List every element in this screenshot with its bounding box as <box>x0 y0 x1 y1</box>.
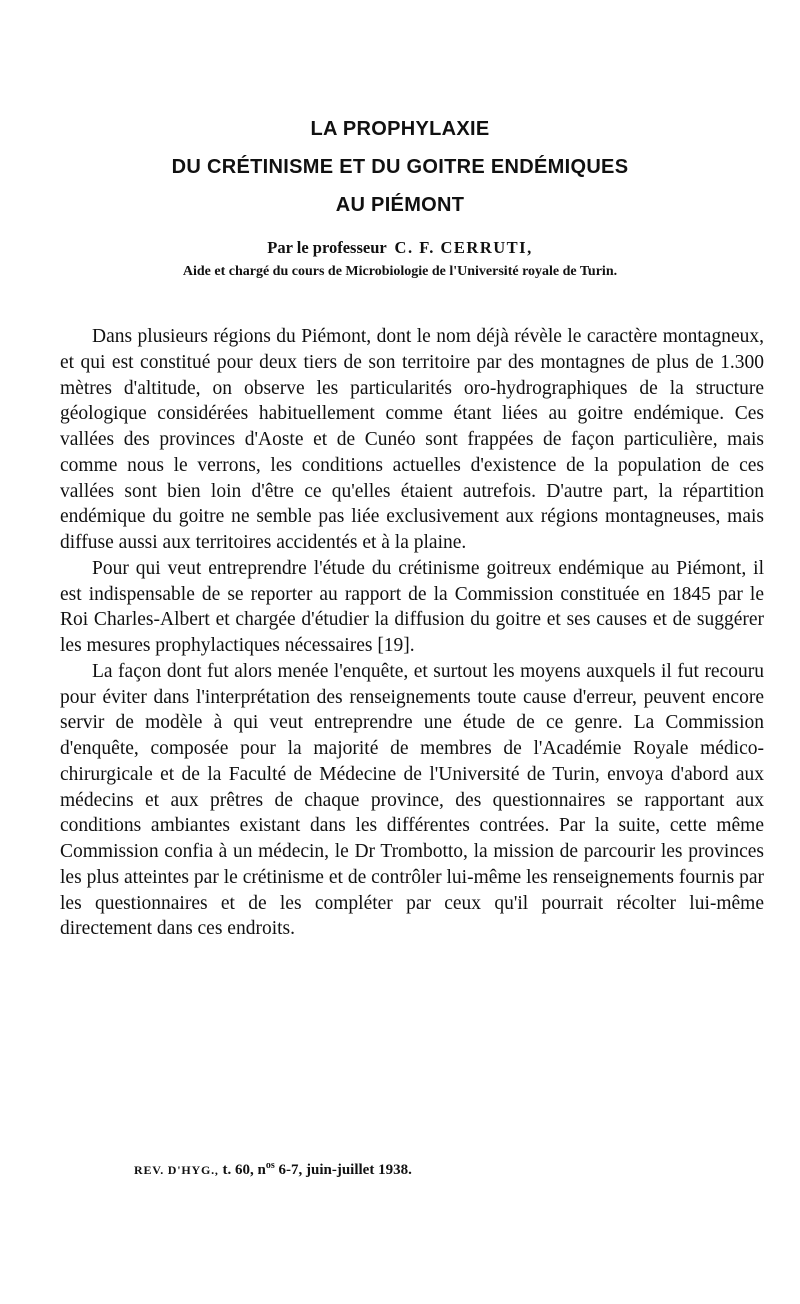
article-body <box>60 324 764 942</box>
article-title-line-2: DU CRÉTINISME ET DU GOITRE ENDÉMIQUES <box>171 156 629 178</box>
author-name: C. F. CERRUTI, <box>394 238 533 257</box>
paragraph-2: Pour qui veut entreprendre l'étude du crétinisme goitreux endémique au Piémont, il est indispensable de se reporter au rapport de la Commission constituée en 1845 par le Roi Charles-Albert et chargée d'étudier la diffusion du goitre et ses causes et de suggérer les mesures prophylactiques nécessaires [19]. <box>60 557 764 656</box>
author-affiliation: Aide et chargé du cours de Microbiologie de l'Université royale de Turin. <box>182 264 618 279</box>
article-title-line-1: LA PROPHYLAXIE <box>310 118 490 140</box>
citation-numero-superscript: os <box>265 1160 275 1171</box>
byline <box>60 238 740 258</box>
article-title-line-3: AU PIÉMONT <box>335 194 465 216</box>
paragraph-3: La façon dont fut alors menée l'enquête, et surtout les moyens auxquels il fut recouru pour éviter dans l'interprétation des renseignements toute cause d'erreur, peuvent encore servir de modèle à qui veut entreprendre une étude de ce genre. La Commission d'enquête, composée pour la majorité de membres de l'Académie Royale médico-chirurgicale et de la Faculté de Médecine de l'Université de Turin, envoya d'abord aux médecins et aux prêtres de chaque province, des questionnaires se rapportant aux conditions ambiantes existant dans les différentes contrées. Par la suite, cette même Commission confia à un médecin, le Dr Trombotto, la mission de parcourir les provinces les plus atteintes par le crétinisme et de contrôler lui-même les renseignements fournis par les questionnaires et de les compléter par ceux qu'il pourrait récolter lui-même directement dans ces endroits. <box>60 660 764 940</box>
paragraph-1: Dans plusieurs régions du Piémont, dont le nom déjà révèle le caractère montagneux, et qui est constitué pour deux tiers de son territoire par des montagnes de plus de 1.300 mètres d'altitude, on observe les particularités oro-hydrographiques de la structure géologique considérées habituellement comme étant liées au goitre endémique. Ces vallées des provinces d'Aoste et de Cunéo sont frappées de façon particulière, mais comme nous le verrons, les conditions actuelles d'existence de la population de ces vallées sont bien loin d'être ce qu'elles étaient autrefois. D'autre part, la répartition endémique du goitre ne semble pas liée exclusivement aux régions montagneuses, mais diffuse aussi aux territoires accidentés et à la plaine. <box>60 326 764 553</box>
byline-prefix: Par le professeur <box>267 238 387 257</box>
citation-details: 6-7, juin-juillet 1938. <box>274 1162 412 1178</box>
citation-volume: t. 60, n <box>222 1162 266 1178</box>
journal-citation <box>134 1160 412 1179</box>
journal-name: REV. D'HYG., <box>134 1163 219 1177</box>
